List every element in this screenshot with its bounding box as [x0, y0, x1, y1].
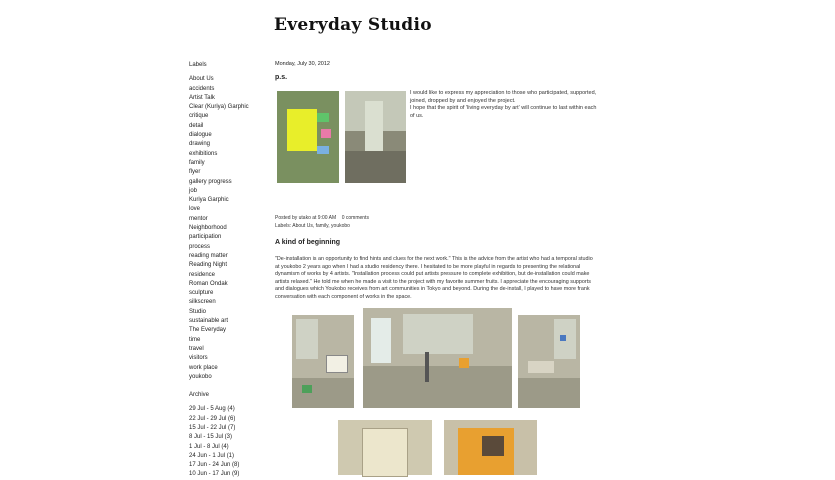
- label-link-2[interactable]: Artist Talk: [189, 94, 215, 101]
- comments-link[interactable]: 0 comments: [341, 215, 369, 221]
- label-link-0[interactable]: About Us: [189, 76, 214, 83]
- photo-blue-item: [560, 335, 566, 341]
- post-text: [410, 90, 598, 120]
- yellow-paper: [287, 109, 317, 151]
- archive-link-2[interactable]: 15 Jul - 22 Jul (7): [189, 424, 236, 431]
- photo-dark-frame: [482, 436, 504, 456]
- archive-heading: Archive: [189, 392, 210, 399]
- label-link-7[interactable]: drawing: [189, 141, 211, 148]
- post2-photo-2[interactable]: [363, 308, 512, 408]
- photo-table: [528, 361, 554, 373]
- archive-link-1[interactable]: 22 Jul - 29 Jul (6): [189, 415, 236, 422]
- archive-link-7[interactable]: 10 Jun - 17 Jun (9): [189, 471, 240, 478]
- archive-link-0[interactable]: 29 Jul - 5 Aug (4): [189, 406, 235, 413]
- photo-board: [362, 428, 408, 477]
- label-link-22[interactable]: Roman Ondak: [189, 280, 228, 287]
- post2-photo-4[interactable]: [338, 420, 432, 475]
- label-link-24[interactable]: silkscreen: [189, 299, 216, 306]
- archive-list: [189, 405, 269, 479]
- post-text-para-2: I hope that the spirit of 'living everyday by art' will continue to last within each of us.: [410, 105, 597, 119]
- label-link-14[interactable]: love: [189, 206, 201, 213]
- label-link-23[interactable]: sculpture: [189, 290, 214, 297]
- post-photo-hall[interactable]: [345, 91, 406, 183]
- archive-link-3[interactable]: 8 Jul - 15 Jul (3): [189, 434, 233, 441]
- post-date: Monday, July 30, 2012: [275, 61, 330, 67]
- label-link-16[interactable]: Neighborhood: [189, 225, 227, 232]
- label-link-26[interactable]: sustainable art: [189, 318, 229, 325]
- photo-window: [296, 319, 318, 359]
- photo-floor: [292, 378, 354, 408]
- label-link-20[interactable]: Reading Night: [189, 262, 228, 269]
- pink-sticky: [321, 129, 331, 138]
- label-link-3[interactable]: Clear (Kuriya) Garphic: [189, 104, 249, 111]
- label-link-29[interactable]: travel: [189, 345, 204, 352]
- post-text-para-1: I would like to express my appreciation to those who participated, supported, joined, dropped by and enjoyed the project.: [410, 90, 597, 104]
- post-header: [275, 61, 597, 81]
- post-photo-notes[interactable]: [277, 91, 339, 183]
- photo-green-item: [302, 385, 312, 393]
- label-link-31[interactable]: work place: [189, 364, 218, 371]
- post2-photo-3[interactable]: [518, 315, 580, 408]
- post-title[interactable]: p.s.: [275, 74, 288, 81]
- blue-sticky: [317, 146, 329, 154]
- label-link-5[interactable]: detail: [189, 122, 204, 129]
- photo-easel: [326, 355, 348, 373]
- post2-body: [275, 256, 597, 301]
- posted-by[interactable]: Posted by utako at 9:00 AM: [275, 215, 337, 221]
- hall-floor: [345, 151, 406, 183]
- photo-orange-object: [459, 358, 469, 368]
- photo-stand: [425, 352, 429, 382]
- blog-title[interactable]: Everyday Studio: [274, 15, 432, 35]
- label-link-13[interactable]: Kuriya Garphic: [189, 197, 229, 204]
- sidebar: [189, 61, 269, 480]
- label-link-8[interactable]: exhibitions: [189, 150, 218, 157]
- photo-floor: [518, 378, 580, 408]
- label-link-18[interactable]: process: [189, 243, 211, 250]
- label-link-19[interactable]: reading matter: [189, 252, 228, 259]
- green-sticky: [317, 113, 329, 122]
- labels-heading: Labels: [189, 62, 207, 68]
- photo-floor: [363, 366, 512, 408]
- label-link-15[interactable]: mentor: [189, 215, 208, 222]
- label-link-21[interactable]: residence: [189, 271, 216, 278]
- label-link-12[interactable]: job: [189, 187, 198, 194]
- archive-link-5[interactable]: 24 Jun - 1 Jul (1): [189, 452, 235, 459]
- label-link-1[interactable]: accidents: [189, 85, 215, 92]
- post2-text: "De-installation is an opportunity to find hints and clues for the next work." This is the advice from the artist who had a temporal studio at youkobo 2 years ago when I had a studio residency there. I hesitated to be more playful in regards to presenting the relational dynamism of works by 4 artists. "Installation process could put artists pressure to complete exhibition, but de-installation could make artists relaxed." He told me when he made a visit to the project with my favorite summer fruits. I appreciate the encouraging supports and dialogues which Youkobo receives from art communities in Tokyo and beyond. During the de-install, I played to have more frank conversation with each component of works in the space.: [275, 256, 593, 300]
- post2-title[interactable]: A kind of beginning: [275, 239, 341, 246]
- archive-link-4[interactable]: 1 Jul - 8 Jul (4): [189, 443, 229, 450]
- label-link-6[interactable]: dialogue: [189, 132, 212, 139]
- label-link-17[interactable]: participation: [189, 234, 222, 241]
- labels-prefix: Labels:: [275, 223, 292, 229]
- post-footer: [275, 214, 369, 230]
- label-link-30[interactable]: visitors: [189, 355, 208, 362]
- archive-link-6[interactable]: 17 Jun - 24 Jun (8): [189, 462, 240, 469]
- label-link-27[interactable]: The Everyday: [189, 327, 227, 334]
- label-link-28[interactable]: time: [189, 336, 201, 343]
- photo-bright-window: [371, 318, 391, 363]
- post2-photo-1[interactable]: [292, 315, 354, 408]
- post-labels[interactable]: About Us, family, youkobo: [292, 223, 350, 229]
- label-link-32[interactable]: youkobo: [189, 373, 212, 380]
- labels-list: [189, 75, 269, 382]
- label-link-25[interactable]: Studio: [189, 308, 207, 315]
- label-link-9[interactable]: family: [189, 159, 205, 166]
- photo-back-wall: [403, 314, 473, 354]
- hall-door: [365, 101, 383, 156]
- label-link-10[interactable]: flyer: [189, 169, 201, 176]
- post2-photo-5[interactable]: [444, 420, 537, 475]
- label-link-4[interactable]: critique: [189, 113, 209, 120]
- label-link-11[interactable]: gallery progress: [189, 178, 232, 185]
